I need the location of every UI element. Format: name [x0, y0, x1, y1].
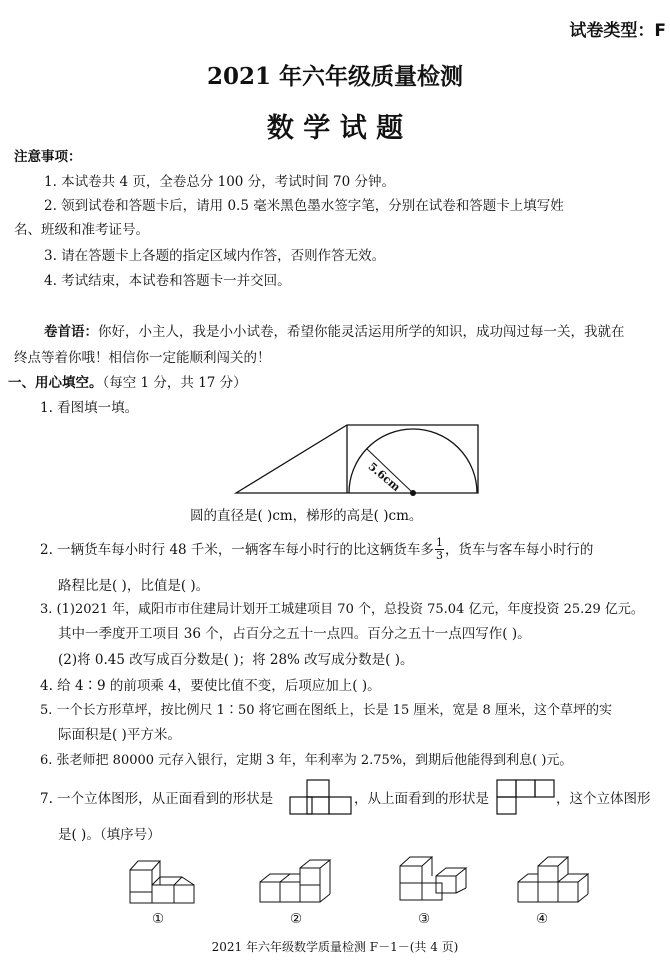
question-3-line-1: 3. (1)2021 年，咸阳市市住建局计划开工城建项目 70 个，总投资 75.04 亿元，年度投资 25.29 亿元。 — [40, 602, 644, 617]
option-1-label: ① — [152, 911, 165, 927]
question-6: 6. 张老师把 80000 元存入银行，定期 3 年，年利率为 2.75%，到期后他能得到利息( )元。 — [40, 753, 573, 768]
notice-item: 名、班级和准考证号。 — [14, 222, 149, 238]
paper-type-label: 试卷类型：F — [569, 21, 666, 41]
option-3-label: ③ — [418, 911, 431, 927]
question-3-line-3: (2)将 0.45 改写成百分数是( )；将 28% 改写成分数是( )。 — [58, 652, 414, 668]
question-2-text-a: 2. 一辆货车每小时行 48 千米，一辆客车每小时行的比这辆货车多 — [40, 541, 434, 558]
preface-text: 你好，小主人，我是小小试卷，希望你能灵活运用所学的知识，成功闯过每一关，我就在 — [98, 324, 625, 340]
radius-label: 5.6cm — [365, 460, 403, 495]
preface-label: 卷首语： — [44, 324, 98, 340]
option-2-label: ② — [290, 911, 303, 927]
question-1: 1. 看图填一填。 — [40, 400, 139, 416]
question-5-line-2: 际面积是( )平方米。 — [58, 727, 181, 743]
fraction-numerator: 1 — [435, 536, 443, 549]
notice-item: 2. 领到试卷和答题卡后，请用 0.5 毫米黑色墨水签字笔，分别在试卷和答题卡上填写姓 — [44, 198, 564, 214]
question-2-text-b: ，货车与客车每小时行的 — [444, 541, 594, 558]
subject-title: 数 学 试 题 — [266, 113, 404, 144]
question-7-part-1: 7. 一个立体图形，从正面看到的形状是 — [40, 791, 274, 807]
notice-item: 1. 本试卷共 4 页，全卷总分 100 分，考试时间 70 分钟。 — [44, 174, 395, 190]
section-title: 一、用心填空。 — [8, 375, 103, 391]
question-7-part-2: ，从上面看到的形状是 — [354, 791, 489, 807]
question-2-line-2: 路程比是( )，比值是( )。 — [58, 578, 210, 594]
question-4: 4. 给 4∶9 的前项乘 4，要使比值不变，后项应加上( )。 — [40, 678, 381, 694]
question-7-part-3: ，这个立体图形 — [556, 791, 651, 807]
page-footer: 2021 年六年级数学质量检测 F－1－(共 4 页) — [211, 940, 459, 954]
exam-title: 2021 年六年级质量检测 — [206, 63, 464, 90]
question-5-line-1: 5. 一个长方形草坪，按比例尺 1∶50 将它画在图纸上，长是 15 厘米，宽是 8 厘米，这个草坪的实 — [40, 703, 612, 718]
preface-line-2: 终点等着你哦！相信你一定能顺利闯关的！ — [14, 350, 271, 366]
notice-item: 3. 请在答题卡上各题的指定区域内作答，否则作答无效。 — [44, 248, 386, 264]
option-4-label: ④ — [536, 911, 549, 927]
question-1-answer: 圆的直径是( )cm，梯形的高是( )cm。 — [190, 508, 423, 524]
question-7-line-2: 是( )。（填序号） — [58, 827, 161, 843]
question-3-line-2: 其中一季度开工项目 36 个，占百分之五十一点四。百分之五十一点四写作( )。 — [58, 626, 531, 642]
section-score: （每空 1 分，共 17 分） — [102, 375, 247, 391]
fraction-denominator: 3 — [435, 549, 443, 562]
notice-heading: 注意事项： — [14, 149, 82, 165]
notice-item: 4. 考试结束，本试卷和答题卡一并交回。 — [44, 273, 291, 289]
